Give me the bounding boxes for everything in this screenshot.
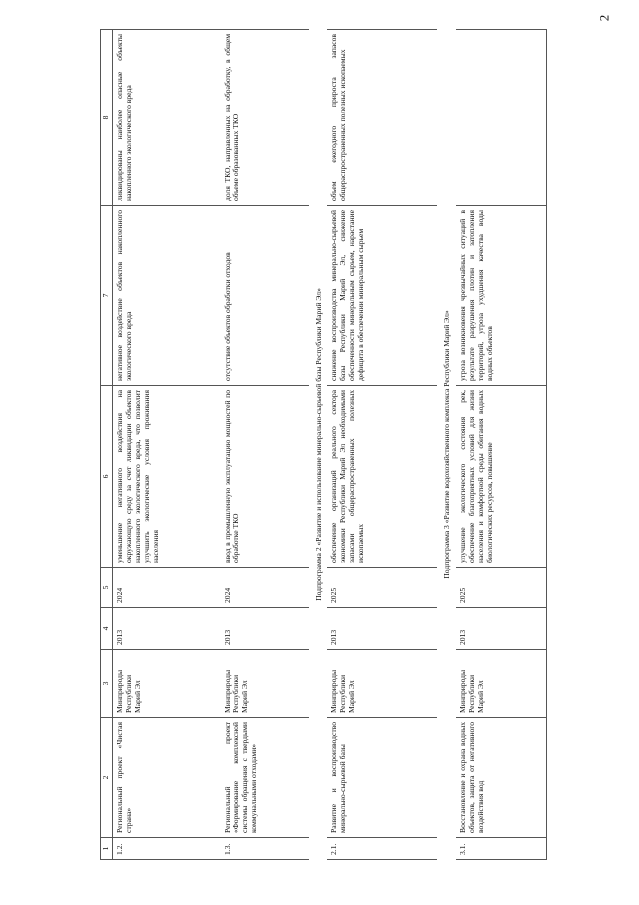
end-year: 2024	[221, 568, 309, 608]
table-row	[456, 30, 546, 860]
expected-result: улучшение экологического состояния рек, обеспечение благоприятных условий для жизни населения и комфортной среды обитания водных биологических ресурсов, повышение	[456, 386, 546, 568]
page-number: 2	[595, 14, 611, 22]
row-number: 1.2.	[113, 838, 221, 860]
subprogram-row	[437, 30, 456, 860]
start-year: 2013	[113, 608, 221, 650]
subprogram-row	[309, 30, 328, 860]
program-table	[100, 29, 547, 860]
row-number: 2.1.	[327, 838, 437, 860]
measure-name: Развитие и воспроизводство минерально-сырьевой базы	[327, 718, 437, 838]
non-implementation-consequence: отсутствие объектов обработки отходов	[221, 206, 309, 386]
table-row	[221, 30, 309, 860]
non-implementation-consequence: негативное воздействие объектов накопленного экологического вреда	[113, 206, 221, 386]
col-header: 1	[101, 838, 113, 860]
related-indicator: доля ТКО, направленных на обработку, в общем объеме образованных ТКО	[221, 30, 309, 206]
col-header: 7	[101, 206, 113, 386]
subprogram-title: Подпрограмма 3 «Развитие водохозяйственного комплекса Республики Марий Эл»	[442, 310, 452, 579]
end-year: 2025	[327, 568, 437, 608]
related-indicator	[456, 30, 546, 206]
row-number: 3.1.	[456, 838, 546, 860]
table-row	[327, 30, 437, 860]
non-implementation-consequence: снижение воспроизводства минерально-сырьевой базы Республики Марий Эл, снижение обеспеченности минеральным сырьем, нарастание дефицита в обеспечении минеральным сырьем	[327, 206, 437, 386]
end-year: 2024	[113, 568, 221, 608]
col-header: 3	[101, 650, 113, 718]
measure-name: Региональный проект «Чистая страна»	[113, 718, 221, 838]
col-header: 4	[101, 608, 113, 650]
col-header: 5	[101, 568, 113, 608]
col-header: 2	[101, 718, 113, 838]
row-number: 1.3.	[221, 838, 309, 860]
subprogram-title: Подпрограмма 2 «Развитие и использование минерально-сырьевой базы Республики Марий Эл»	[313, 288, 323, 601]
executor: Минприроды Республики Марий Эл	[456, 650, 546, 718]
rotated-table-container	[100, 30, 610, 860]
executor: Минприроды Республики Марий Эл	[113, 650, 221, 718]
start-year: 2013	[221, 608, 309, 650]
table-row	[113, 30, 221, 860]
start-year: 2013	[327, 608, 437, 650]
col-header: 8	[101, 30, 113, 206]
non-implementation-consequence: угроза возникновения чрезвычайных ситуаций в результате разрушения плотин и затопления территорий, угроза ухудшения качества воды водных объектов	[456, 206, 546, 386]
expected-result: обеспечение организаций реального сектора экономики Республики Марий Эл необходимыми запасами общераспространенных полезных ископаемых	[327, 386, 437, 568]
header-row	[101, 30, 113, 860]
measure-name: Восстановление и охрана водных объектов, защита от негативного воздействия вод	[456, 718, 546, 838]
expected-result: ввод в промышленную эксплуатацию мощностей по обработке ТКО	[221, 386, 309, 568]
col-header: 6	[101, 386, 113, 568]
related-indicator: ликвидированы наиболее опасные объекты накопленного экологического вреда	[113, 30, 221, 206]
end-year: 2025	[456, 568, 546, 608]
measure-name: Региональный проект «Формирование комплексной системы обращения с твердыми коммунальными отходами»	[221, 718, 309, 838]
start-year: 2013	[456, 608, 546, 650]
executor: Минприроды Республики Марий Эл	[221, 650, 309, 718]
executor: Минприроды Республики Марий Эл	[327, 650, 437, 718]
related-indicator: объем ежегодного прироста запасов общераспространенных полезных ископаемых	[327, 30, 437, 206]
expected-result: уменьшение негативного воздействия на окружающую среду за счет ликвидации объектов накопленного экологического вреда, что позволит улучшить экологические условия проживания населения	[113, 386, 221, 568]
